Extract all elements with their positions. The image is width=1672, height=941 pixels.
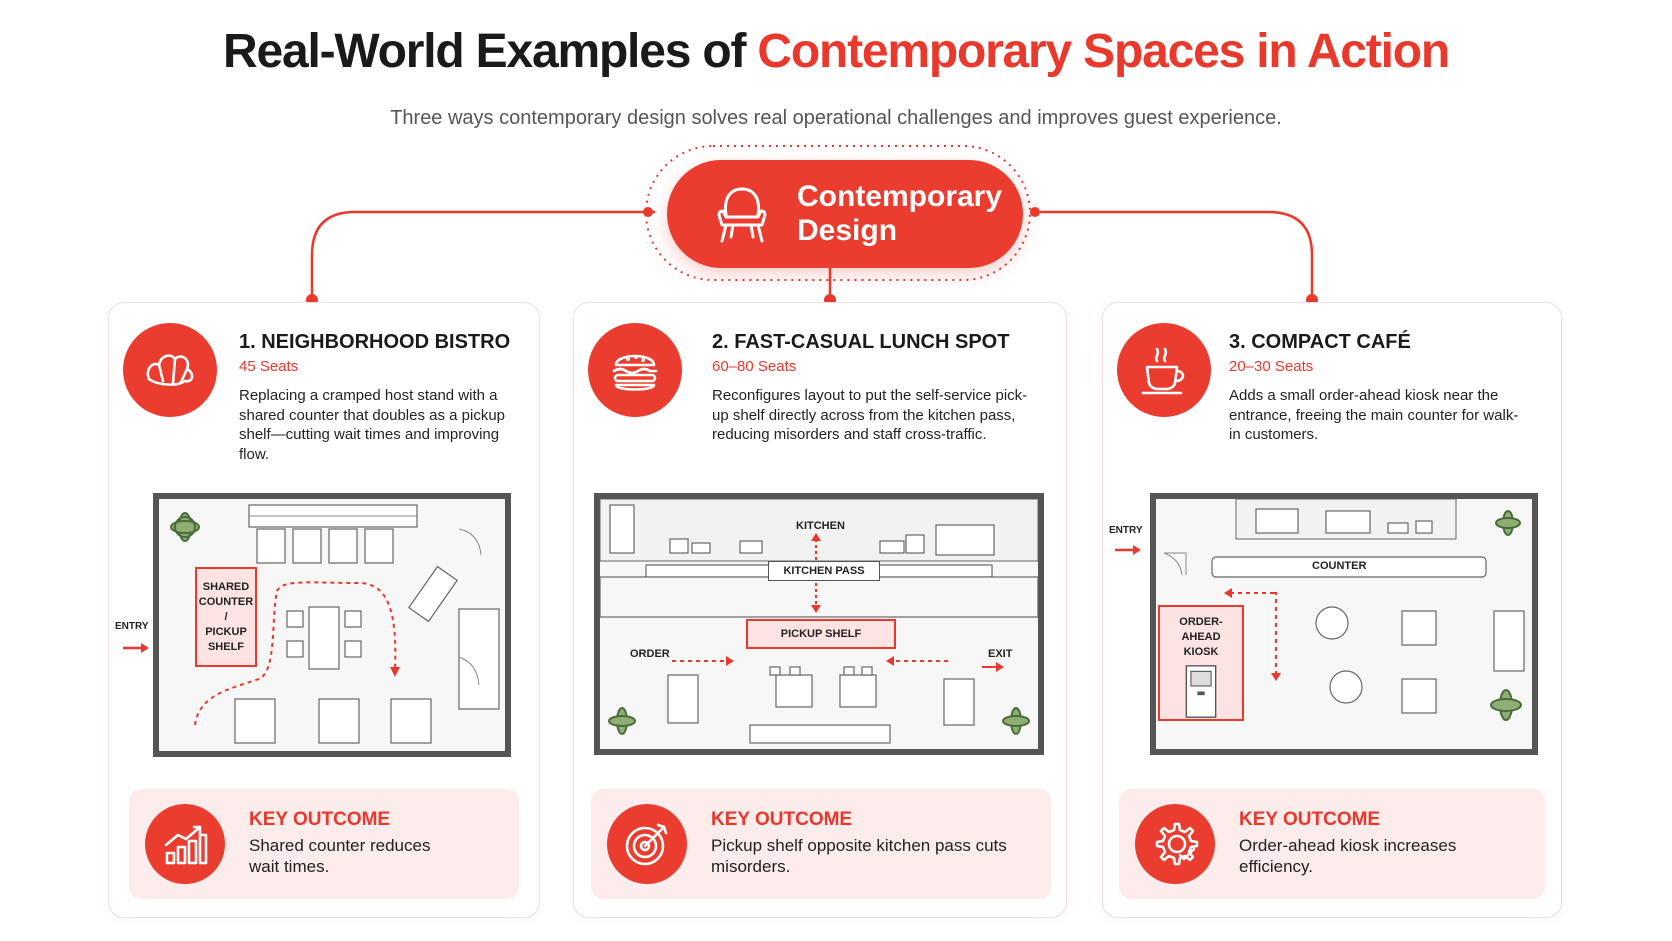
card-seats: 20–30 Seats	[1229, 358, 1314, 375]
card-compact-cafe	[1102, 302, 1562, 918]
key-outcome-cafe	[1119, 789, 1545, 899]
cafe-floor-plan	[1150, 493, 1538, 755]
contemporary-design-hub	[667, 160, 1023, 268]
card-description: Replacing a cramped host stand with a shared counter that doubles as a pickup shelf—cutting wait times and improving flow.	[239, 387, 506, 463]
page-subtitle: Three ways contemporary design solves real operational challenges and improves guest experience.	[390, 107, 1282, 129]
card-seats: 60–80 Seats	[712, 358, 797, 375]
highlight-line-3: PICKUP	[205, 625, 247, 638]
key-outcome-text: Pickup shelf opposite kitchen pass cuts misorders.	[711, 836, 1007, 876]
card-description: Reconfigures layout to put the self-service pick-up shelf directly across from the kitchen pass, reducing misorders and staff cross-traffic.	[712, 387, 1028, 443]
key-outcome-title: KEY OUTCOME	[1239, 809, 1381, 830]
kiosk-label-line-1: ORDER-AHEAD	[1179, 616, 1223, 643]
entry-arrow-icon	[121, 641, 151, 655]
exit-label: EXIT	[988, 648, 1013, 660]
page-title	[0, 24, 1672, 79]
card-neighborhood-bistro	[108, 302, 540, 918]
key-outcome-title: KEY OUTCOME	[249, 809, 391, 830]
kitchen-label: KITCHEN	[796, 520, 845, 532]
highlight-line-4: SHELF	[207, 640, 245, 653]
counter-label: COUNTER	[1312, 560, 1367, 572]
entry-label: ENTRY	[1109, 525, 1143, 536]
key-outcome-bistro	[129, 789, 519, 899]
page-title-accent: Contemporary Spaces in Action	[757, 25, 1449, 78]
order-ahead-kiosk	[1158, 605, 1244, 721]
coffee-cup-icon	[1117, 323, 1211, 417]
order-label: ORDER	[630, 648, 670, 660]
card-fast-casual-lunch-spot	[573, 302, 1067, 918]
entry-arrow-icon	[1113, 543, 1143, 557]
burger-icon	[588, 323, 682, 417]
highlight-line-1: SHARED	[202, 580, 250, 593]
card-seats: 45 Seats	[239, 358, 299, 375]
card-title: 2. FAST-CASUAL LUNCH SPOT	[712, 331, 1010, 353]
card-title: 3. COMPACT CAFÉ	[1229, 331, 1411, 353]
pickup-shelf: PICKUP SHELF	[746, 619, 896, 649]
hub-label: Contemporary Design	[797, 180, 1003, 247]
lunch-spot-floor-plan	[594, 493, 1044, 755]
card-title: 1. NEIGHBORHOOD BISTRO	[239, 331, 511, 353]
key-outcome-text: Shared counter reduces wait times.	[249, 836, 431, 876]
kiosk-label-line-2: KIOSK	[1183, 646, 1219, 658]
entry-label: ENTRY	[115, 621, 149, 632]
kiosk-icon	[1181, 664, 1221, 719]
gear-check-icon	[1135, 804, 1215, 884]
page-title-plain: Real-World Examples of	[223, 25, 758, 78]
shared-counter-pickup-shelf	[195, 567, 257, 667]
key-outcome-title: KEY OUTCOME	[711, 809, 853, 830]
key-outcome-lunch-spot	[591, 789, 1051, 899]
croissant-icon	[123, 323, 217, 417]
kitchen-pass: KITCHEN PASS	[768, 561, 880, 581]
card-description: Adds a small order-ahead kiosk near the entrance, freeing the main counter for walk-in customers.	[1229, 387, 1519, 443]
growth-chart-icon	[145, 804, 225, 884]
highlight-line-2: COUNTER /	[198, 595, 254, 623]
key-outcome-text: Order-ahead kiosk increases efficiency.	[1239, 836, 1457, 876]
target-icon	[607, 804, 687, 884]
chair-icon	[709, 181, 775, 247]
bistro-floor-plan	[153, 493, 511, 757]
